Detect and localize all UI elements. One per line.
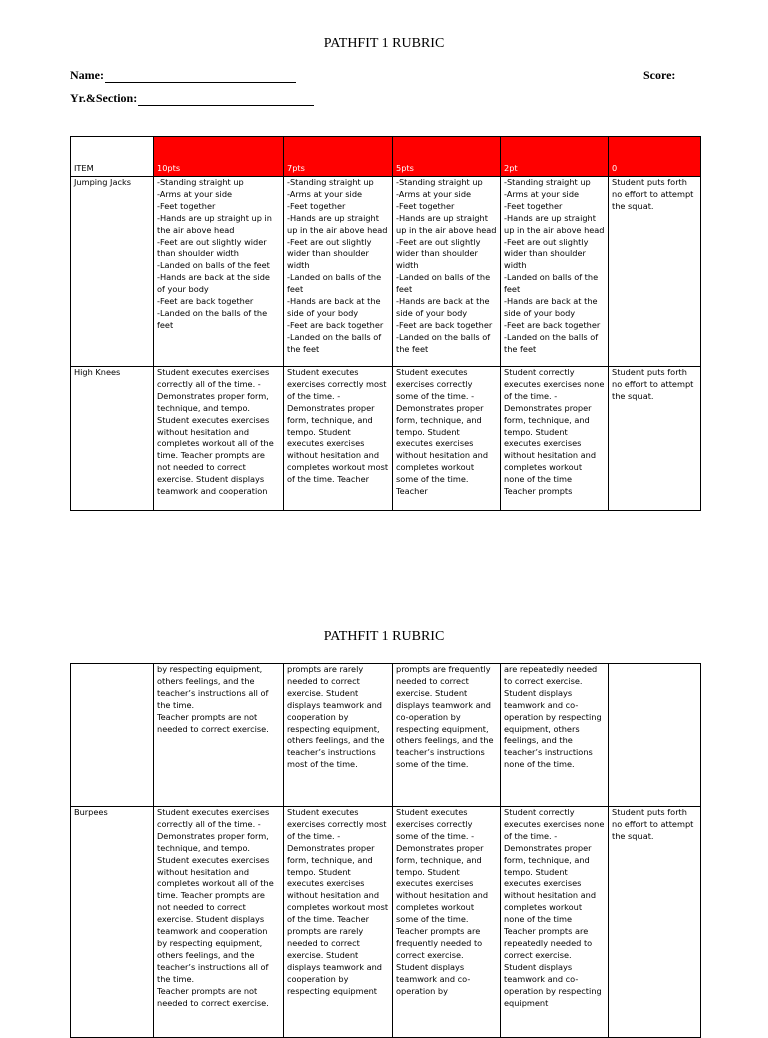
item-text: High Knees xyxy=(74,367,121,377)
criteria-cell xyxy=(609,807,701,1038)
criteria-text: -Standing straight up -Arms at your side -Feet together -Hands are up straight up in the air above head -Feet are out slightly wider than shoulder width -Landed on balls of the feet -Hands are back at the side of your body -Feet are back together -Landed on the balls of the feet xyxy=(396,177,497,354)
page-title: PATHFIT 1 RUBRIC xyxy=(323,36,445,51)
item-text: Jumping Jacks xyxy=(74,177,131,187)
criteria-cell xyxy=(501,367,609,511)
rubric-table xyxy=(70,136,701,511)
table-header-row xyxy=(71,137,701,177)
criteria-text: prompts are rarely needed to correct exercise. Student displays teamwork and cooperation by respecting equipment, others feelings, and the teacher’s instructions most of the time. xyxy=(287,664,385,770)
rubric-table-continued xyxy=(70,663,701,1038)
criteria-cell xyxy=(393,367,501,511)
criteria-text: Student executes exercises correctly all of the time. - Demonstrates proper form, technique, and tempo. Student executes exercises without hesitation and completes workout all of the time. Teacher prompts are not needed to correct exercise. Student displays teamwork and cooperation xyxy=(157,367,274,497)
criteria-cell xyxy=(501,177,609,367)
table-row xyxy=(71,367,701,511)
criteria-text: Student executes exercises correctly most of the time. - Demonstrates proper form, technique, and tempo. Student executes exercises without hesitation and completes workout most of the time. Teacher prompts are rarely needed to correct exercise. Student displays teamwork and cooperation by respecting equipment xyxy=(287,807,389,996)
criteria-text: are repeatedly needed to correct exercise. Student displays teamwork and co-operation by respecting equipment, others feelings, and the teacher’s instructions none of the time. xyxy=(504,664,602,770)
criteria-text: Student executes exercises correctly some of the time. - Demonstrates proper form, technique, and tempo. Student executes exercises without hesitation and completes workout some of the time. Teacher prompts are frequently needed to correct exercise. Student displays teamwork and co-operation by xyxy=(396,807,489,996)
page-title: PATHFIT 1 RUBRIC xyxy=(323,629,445,644)
criteria-text xyxy=(612,664,697,806)
section-label: Yr.&Section: xyxy=(70,91,138,105)
criteria-cell xyxy=(154,807,284,1038)
name-label: Name: xyxy=(70,68,104,82)
header-item: ITEM xyxy=(71,137,154,177)
table-row xyxy=(71,177,701,367)
table-row xyxy=(71,807,701,1038)
criteria-cell xyxy=(609,177,701,367)
item-cell xyxy=(71,177,154,367)
table-row xyxy=(71,664,701,807)
item-cell xyxy=(71,664,154,807)
section-field xyxy=(70,91,314,106)
criteria-cell xyxy=(154,664,284,807)
criteria-text: -Standing straight up -Arms at your side -Feet together -Hands are up straight up in the air above head -Feet are out slightly wider than shoulder width -Landed on balls of the feet -Hands are back at the side of your body -Feet are back together -Landed on the balls of the feet xyxy=(157,177,273,330)
header-7pts: 7pts xyxy=(284,137,393,177)
criteria-cell xyxy=(393,664,501,807)
criteria-cell xyxy=(393,807,501,1038)
criteria-text: Student executes exercises correctly some of the time. - Demonstrates proper form, technique, and tempo. Student executes exercises without hesitation and completes workout some of the time. Teacher xyxy=(396,367,489,497)
item-cell xyxy=(71,367,154,511)
criteria-cell xyxy=(609,664,701,807)
criteria-cell xyxy=(609,367,701,511)
criteria-cell xyxy=(501,807,609,1038)
criteria-text: Student executes exercises correctly most of the time. - Demonstrates proper form, technique, and tempo. Student executes exercises without hesitation and completes workout most of the time. Teacher xyxy=(287,367,389,485)
criteria-text: Student correctly executes exercises none of the time. - Demonstrates proper form, technique, and tempo. Student executes exercises without hesitation and completes workout none of the time Teacher prompts xyxy=(504,367,605,497)
header-2pt: 2pt xyxy=(501,137,609,177)
header-10pts: 10pts xyxy=(154,137,284,177)
criteria-cell xyxy=(154,367,284,511)
item-cell xyxy=(71,807,154,1038)
criteria-cell xyxy=(154,177,284,367)
criteria-text: Student puts forth no effort to attempt the squat. xyxy=(612,177,694,211)
name-field xyxy=(70,68,296,83)
criteria-text: Student correctly executes exercises none of the time. - Demonstrates proper form, technique, and tempo. Student executes exercises without hesitation and completes workout none of the time Teacher prompts are repeatedly needed to correct exercise. Student displays teamwork and co-operation by respecting equipment xyxy=(504,807,605,1008)
criteria-cell xyxy=(284,807,393,1038)
criteria-cell xyxy=(284,367,393,511)
criteria-cell xyxy=(393,177,501,367)
criteria-cell xyxy=(284,664,393,807)
criteria-text: Student puts forth no effort to attempt the squat. xyxy=(612,807,694,841)
section-blank-line xyxy=(138,92,314,106)
criteria-text: prompts are frequently needed to correct exercise. Student displays teamwork and co-operation by respecting equipment, others feelings, and the teacher’s instructions some of the time. xyxy=(396,664,494,770)
header-0: 0 xyxy=(609,137,701,177)
score-label: Score: xyxy=(643,68,676,82)
criteria-cell xyxy=(284,177,393,367)
criteria-text: Student puts forth no effort to attempt the squat. xyxy=(612,367,694,401)
header-5pts: 5pts xyxy=(393,137,501,177)
name-blank-line xyxy=(105,69,296,83)
criteria-text: -Standing straight up -Arms at your side -Feet together -Hands are up straight up in the air above head -Feet are out slightly wider than shoulder width -Landed on balls of the feet -Hands are back at the side of your body -Feet are back together -Landed on the balls of the feet xyxy=(504,177,605,354)
item-text: Burpees xyxy=(74,807,108,817)
criteria-cell xyxy=(501,664,609,807)
criteria-text: Student executes exercises correctly all of the time. - Demonstrates proper form, technique, and tempo. Student executes exercises without hesitation and completes workout all of the time. Teacher prompts are not needed to correct exercise. Student displays teamwork and cooperation by respecting equipment, others feelings, and the teacher’s instructions all of the time. Teacher prompts are not needed to correct exercise. xyxy=(157,807,274,1008)
criteria-text: -Standing straight up -Arms at your side -Feet together -Hands are up straight up in the air above head -Feet are out slightly wider than shoulder width -Landed on balls of the feet -Hands are back at the side of your body -Feet are back together -Landed on the balls of the feet xyxy=(287,177,388,354)
criteria-text: by respecting equipment, others feelings, and the teacher’s instructions all of the time. Teacher prompts are not needed to correct exercise. xyxy=(157,664,269,734)
